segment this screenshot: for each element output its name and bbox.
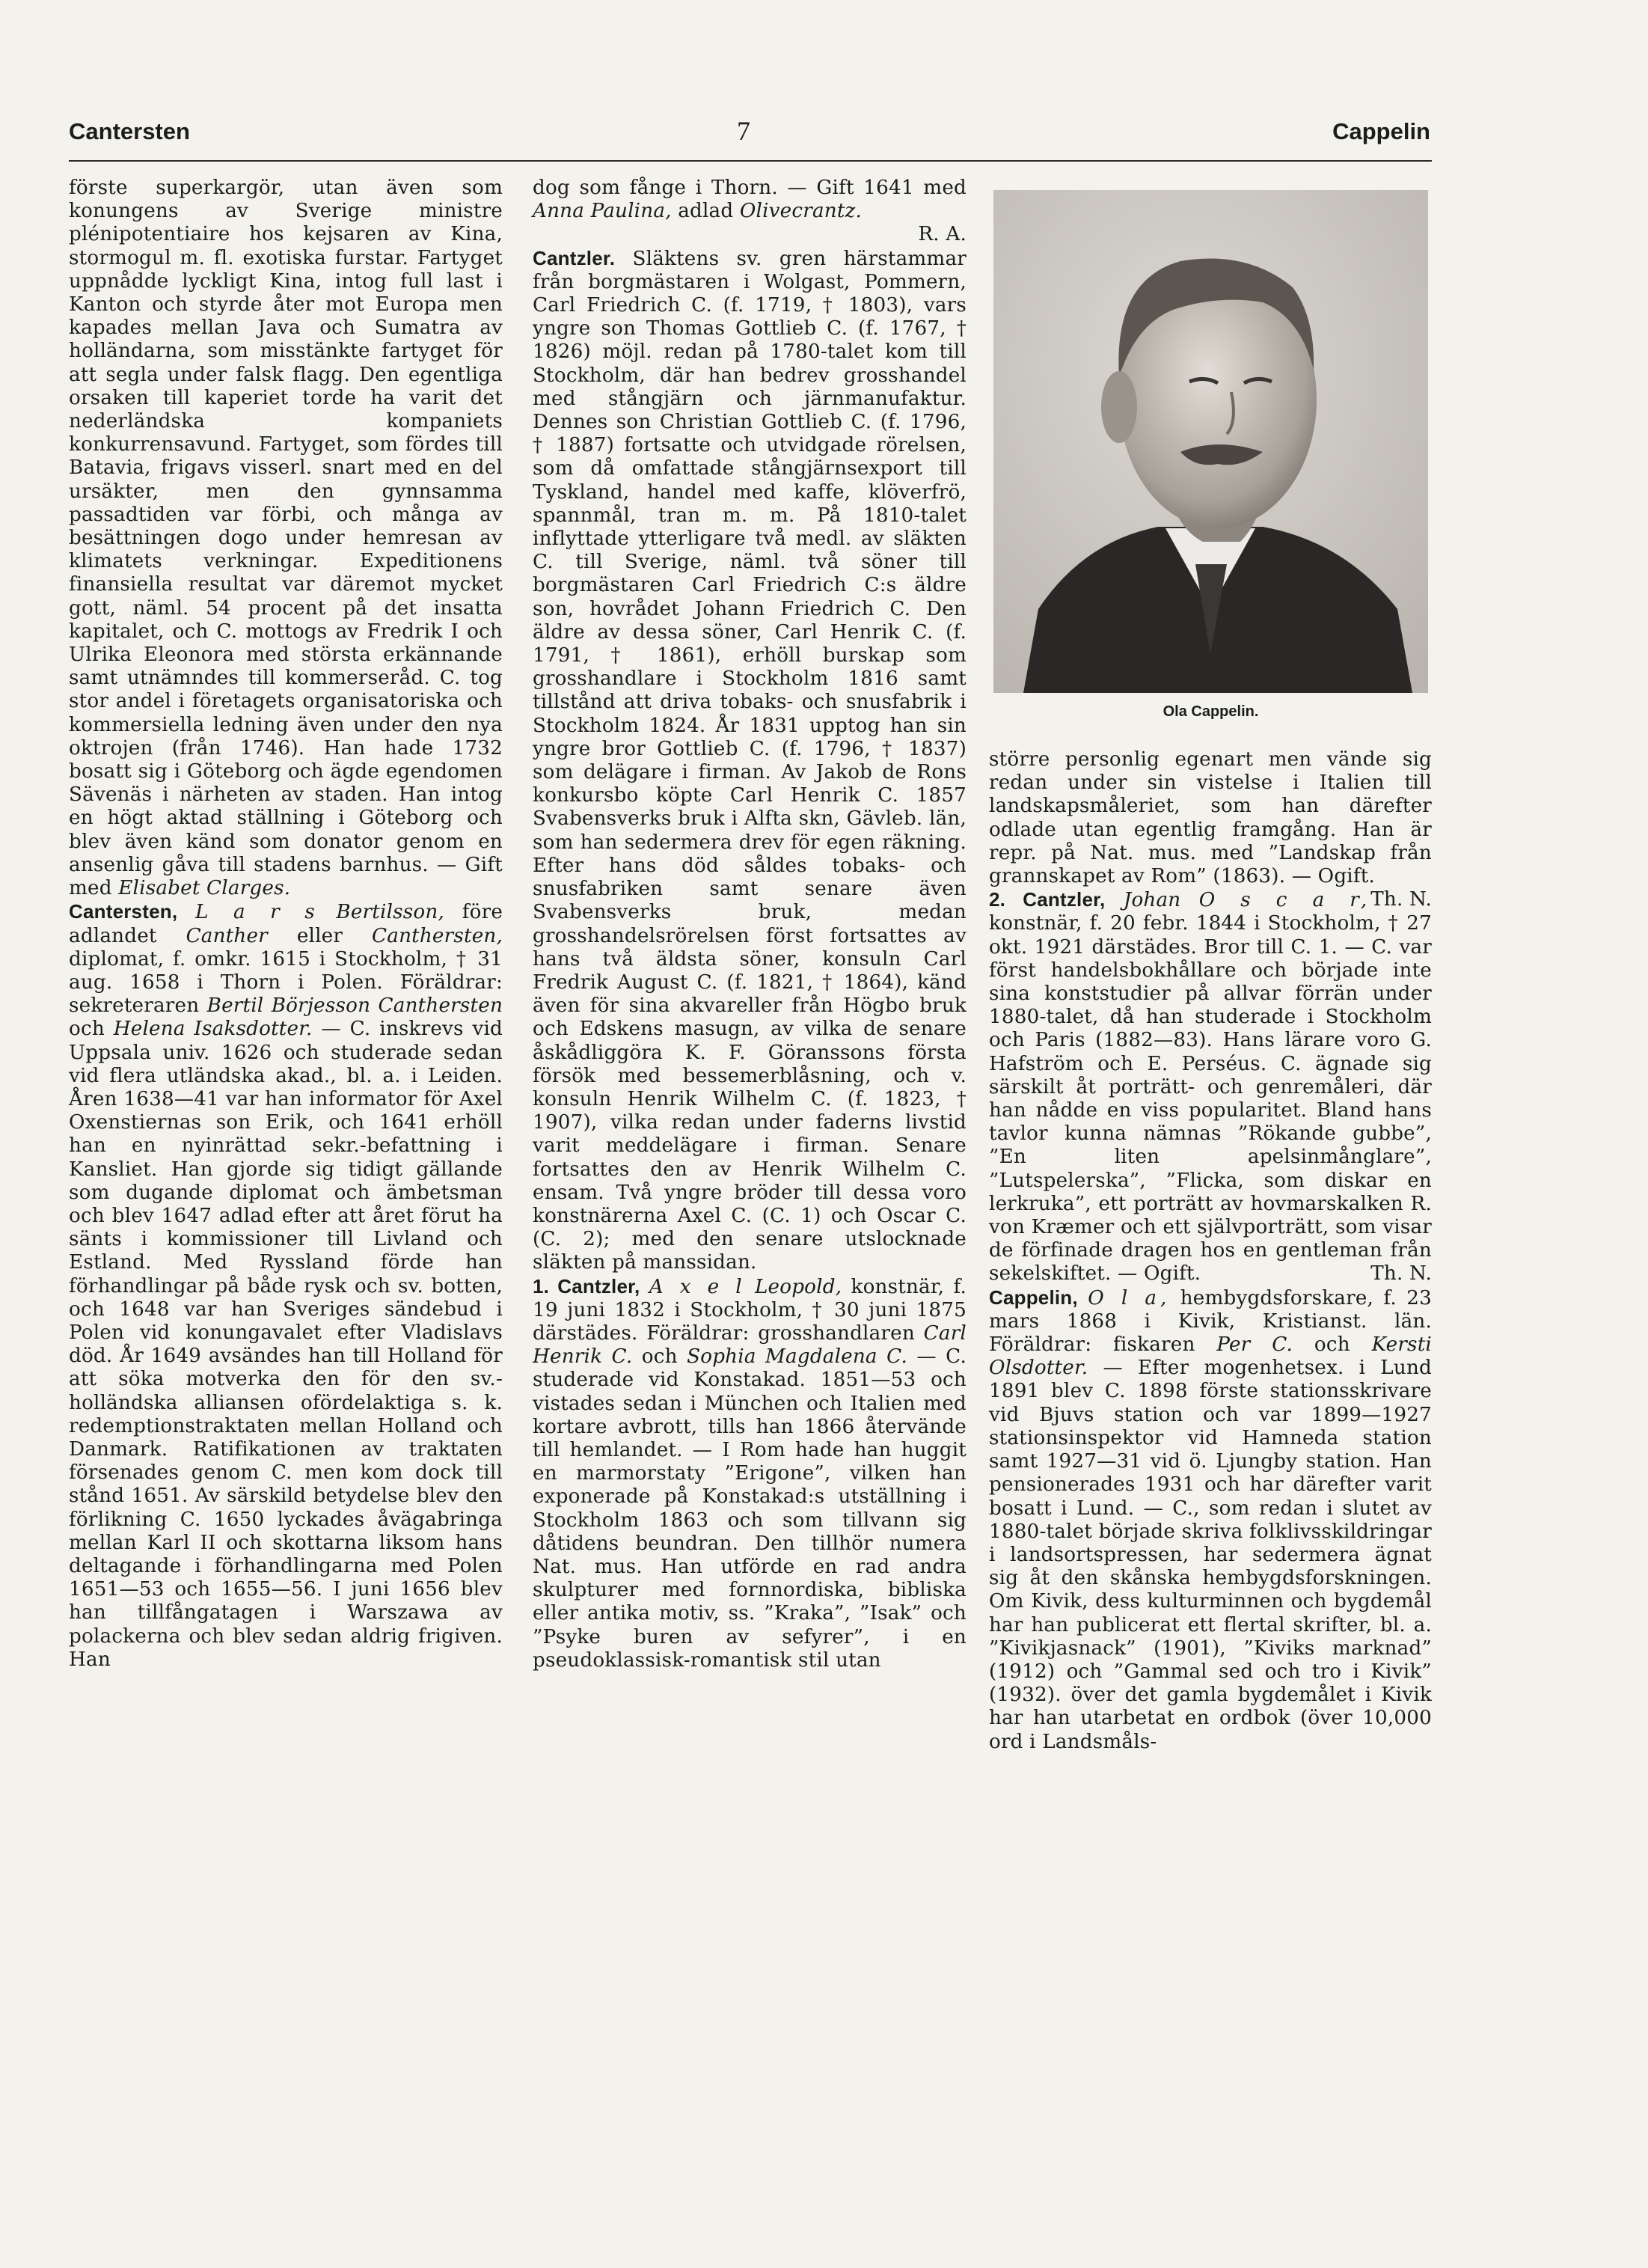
paragraph: förste superkargör, utan även som konungens av Sverige ministre plénipotentiaire hos kejsaren av Kina, stormogul m. fl. exotiska furstar. Fartyget uppnådde lyckligt Kina, intog full last i Kanton och styrde åter mot Europa men kapades mellan Java och Sumatra av holländarna, som misstänkte fartyget för att segla under falsk flagg. Den egentliga orsaken till kaperiet torde ha varit det nederländska kompaniets konkurrensavund. Fartyget, som fördes till Batavia, frigavs visserl. snart med en del ursäkter, men den gynnsamma passadtiden var förbi, och många av besättningen dogo under hemresan av klimatets verkningar. Expeditionens finansiella resultat var däremot mycket gott, näml. 54 procent på det insatta kapitalet, och C. mottogs av Fredrik I och Ulrika Eleonora med största erkännande samt utnämndes till kommerseråd. C. tog stor andel i företagets organisatoriska och kommersiella ledning även under den nya oktrojen (från 1746). Han hade 1732 bosatt sig i Göteborg och ägde egendomen Sävenäs i närheten av staden. Han intog en högt aktad ställning i Göteborg och blev även känd som donator genom en ansenlig gåva till stadens barnhus. — Gift med Elisabet Clarges. (69, 177, 503, 900)
entry-headword: Cantzler. (533, 246, 616, 269)
entry-cappelin-ola: Cappelin, O l a, hembygdsforskare, f. 23 mars 1868 i Kivik, Kristianst. län. Föräldrar: fiskaren Per C. och Kersti Olsdotter. — Efter mogenhetsex. i Lund 1891 blev C. 1898 förste stationsskrivare vid Bjuvs station och var 1899—1927 stationsinspektor vid Hamneda station samt 1927—31 vid ö. Ljungby station. Han pensionerades 1931 och har därefter varit bosatt i Lund. — C., som redan i slutet av 1880-talet började skriva folklivsskildringar i landsortspressen, har sedermera ägnat sig åt den skånska hembygdsforskningen. Om Kivik, dess kulturminnen och bygdemål har han publicerat ett flertal skrifter, bl. a. ”Kivikjasnack” (1901), ”Kiviks marknad” (1912) och ”Gammal sed och tro i Kivik” (1932). över det gamla bygdemålet i Kivik har han utarbetat en ordbok (över 10,000 ord i Landsmåls- (989, 1286, 1432, 1753)
portrait-photo (993, 190, 1428, 693)
entry-cantersten-lars: Cantersten, L a r s Bertilsson, före adlandet Canther eller Canthersten, diplomat, f. omkr. 1615 i Stockholm, † 31 aug. 1658 i Thorn i Polen. Föräldrar: sekreteraren Bertil Börjesson Canthersten och Helena Isaksdotter. — C. inskrevs vid Uppsala univ. 1626 och studerade sedan vid flera utländska akad., bl. a. i Leiden. Åren 1638—41 var han informator för Axel Oxenstiernas son Erik, och 1641 erhöll han en nyinrättad sekr.-befattning i Kansliet. Han gjorde sig tidigt gällande som dugande diplomat och ämbetsman och blev 1647 adlad efter att året förut ha sänts i kommissioner till Livland och Estland. Med Ryssland förde han förhandlingar på både rysk och sv. botten, och 1648 var han Sveriges sändebud i Polen vid konungavalet efter Vladislavs död. År 1649 avsändes han till Holland för att söka motverka den för den sv.-holländska alliansen ofördelaktiga s. k. redemptionstraktaten mellan Holland och Danmark. Ratifikationen av traktaten försenades genom C. men kom dock till stånd 1651. Av särskild betydelse blev den förlikning C. 1650 lyckades åvägabringa mellan Karl II och skottarna liksom hans deltagande i förhandlingarna med Polen 1651—53 och 1655—56. I juni 1656 blev han tillfångatagen i Warszawa av polackerna och blev sedan aldrig frigiven. Han (69, 900, 503, 1671)
author-signature: R. A. (918, 223, 967, 246)
portrait-image (993, 190, 1428, 693)
running-header (69, 118, 1430, 160)
paragraph: större personlig egenart men vände sig redan under sin vistelse i Italien till landskapsmåleriet, som han därefter odlade utan egentlig framgång. Han är repr. på Nat. mus. med ”Landskap från grannskapet av Rom” (1863). — Ogift. Th. N. (989, 748, 1432, 911)
entry-cantzler-oscar: 2. Cantzler, Johan O s c a r, konstnär, f. 20 febr. 1844 i Stockholm, † 27 okt. 1921 därstädes. Bror till C. 1. — C. var först handelsbokhållare och började inte sina konststudier på allvar förrän under 1880-talet, då han studerade i Stockholm och Paris (1882—83). Hans lärare voro G. Hafström och E. Perséus. C. ägnade sig särskilt åt porträtt- och genremåleri, där han nådde en viss popularitet. Bland hans tavlor kunna nämnas ”Rökande gubbe”, ”En liten apelsinmånglare”, ”Lutspelerska”, ”Flicka, som diskar en lerkruka”, ett porträtt av hovmarskalken R. von Kræmer och ett självporträtt, som visar de förfinade dragen hos en gentleman från sekelskiftet. — Ogift. Th. N. (989, 888, 1432, 1286)
entry-cantzler-axel: 1. Cantzler, A x e l Leopold, konstnär, f. 19 juni 1832 i Stockholm, † 30 juni 1875 därstädes. Föräldrar: grosshandlaren Carl Henrik C. och Sophia Magdalena C. — C. studerade vid Konstakad. 1851—53 och vistades sedan i München och Italien med kortare avbrott, tills han 1866 återvände till hemlandet. — I Rom hade han huggit en marmorstaty ”Erigone”, vilken han exponerade på Konstakad:s utställning i Stockholm 1863 och som tillvann sig dåtidens beundran. Den tillhör numera Nat. mus. Han utförde en rad andra skulpturer med fornnordiska, bibliska eller antika motiv, ss. ”Kraka”, ”Isak” och ”Psyke buren av sefyrer”, i en pseudoklassisk-romantisk stil utan (533, 1274, 967, 1672)
column-middle (533, 177, 967, 1672)
entry-headword: Cappelin, (989, 1286, 1078, 1309)
author-signature: Th. N. (1370, 1262, 1432, 1286)
paragraph: dog som fånge i Thorn. — Gift 1641 med Anna Paulina, adlad Olivecrantz. R. A. (533, 177, 967, 246)
entry-headword: 2. Cantzler, (989, 888, 1106, 911)
header-right-entry: Cappelin (1332, 118, 1430, 144)
header-rule (69, 160, 1432, 162)
column-right (989, 748, 1432, 1754)
author-signature: Th. N. (1370, 888, 1432, 911)
column-left (69, 177, 503, 1672)
entry-headword: Cantersten, (69, 900, 178, 923)
entry-headword: 1. Cantzler, (533, 1274, 640, 1297)
entry-cantzler-family: Cantzler. Släktens sv. gren härstammar från borgmästaren i Wolgast, Pommern, Carl Friedrich C. (f. 1719, † 1803), vars yngre son Thomas Gottlieb C. (f. 1767, † 1826) möjl. redan på 1780-talet kom till Stockholm, där han bedrev grosshandel med stångjärn och järnmanufaktur. Dennes son Christian Gottlieb C. (f. 1796, † 1887) fortsatte och utvidgade rörelsen, som då omfattade stångjärnsexport till Tyskland, handel med kaffe, klöverfrö, spannmål, tran m. m. På 1810-talet inflyttade ytterligare två medl. av släkten C. till Sverige, näml. två söner till borgmästaren Carl Friedrich C:s äldre son, hovrådet Johann Friedrich C. Den äldre av dessa söner, Carl Henrik C. (f. 1791, † 1861), erhöll burskap som grosshandlare i Stockholm 1816 samt tillstånd att driva tobaks- och snusfabrik i Stockholm 1824. År 1831 upptog han sin yngre bror Gottlieb C. (f. 1796, † 1837) som delägare i firman. Av Jakob de Rons konkursbo köpte Carl Henrik C. 1857 Svabensverks bruk i Alfta skn, Gävleb. län, som han sedermera drev för egen räkning. Efter hans död såldes tobaks- och snusfabriken samt senare även Svabensverks bruk, medan grosshandelsrörelsen först fortsattes av hans två äldsta söner, konsuln Carl Fredrik August C. (f. 1821, † 1864), känd även för sina akvareller från Högbo bruk och Edskens masugn, av vilka de senare åskådliggöra K. F. Göranssons första försök med bessemerblåsning, och v. konsuln Henrik Wilhelm C. (f. 1823, † 1907), vilka redan under faderns livstid varit meddelägare i firman. Senare fortsattes den av Henrik Wilhelm C. ensam. Två yngre bröder till dessa voro konstnärerna Axel C. (C. 1) och Oscar C. (C. 2); med den senare utslocknade släkten på manssidan. (533, 246, 967, 1274)
photo-caption: Ola Cappelin. (1163, 703, 1259, 720)
header-left-entry: Cantersten (69, 118, 190, 144)
page-number: 7 (737, 116, 750, 146)
